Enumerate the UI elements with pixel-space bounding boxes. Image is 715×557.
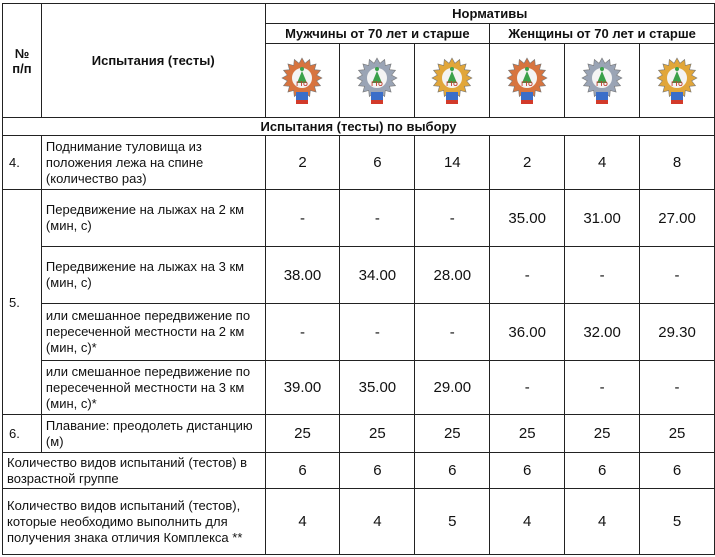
women-gold-badge-cell xyxy=(640,44,715,118)
value-cell: 4 xyxy=(490,489,565,555)
men-gold-badge-cell xyxy=(415,44,490,118)
value-cell: - xyxy=(565,361,640,415)
value-cell: 25 xyxy=(565,415,640,453)
value-cell: - xyxy=(490,361,565,415)
gto-bronze-badge-icon xyxy=(280,56,324,106)
svg-text:ГТО: ГТО xyxy=(446,81,459,88)
value-cell: 38.00 xyxy=(265,247,340,304)
value-cell: 4 xyxy=(340,489,415,555)
value-cell: - xyxy=(640,247,715,304)
value-cell: 32.00 xyxy=(565,304,640,361)
value-cell: 6 xyxy=(640,453,715,489)
gto-gold-badge-icon xyxy=(430,56,474,106)
gto-gold-badge-icon xyxy=(655,56,699,106)
header-men: Мужчины от 70 лет и старше xyxy=(265,24,490,44)
svg-text:ГТО: ГТО xyxy=(596,81,608,88)
value-cell: 6 xyxy=(340,453,415,489)
value-cell: 4 xyxy=(565,136,640,190)
men-bronze-badge-cell xyxy=(265,44,340,118)
value-cell: - xyxy=(565,247,640,304)
value-cell: 6 xyxy=(490,453,565,489)
header-tests: Испытания (тесты) xyxy=(41,4,265,118)
women-silver-badge-cell xyxy=(565,44,640,118)
header-num: № п/п xyxy=(3,4,42,118)
test-name: Передвижение на лыжах на 3 км (мин, с) xyxy=(41,247,265,304)
svg-text:ГТО: ГТО xyxy=(671,81,683,88)
value-cell: 6 xyxy=(565,453,640,489)
header-norms: Нормативы xyxy=(265,4,714,24)
value-cell: - xyxy=(490,247,565,304)
table-row xyxy=(3,190,715,247)
row-number: 4. xyxy=(3,136,42,190)
value-cell: 27.00 xyxy=(640,190,715,247)
value-cell: 35.00 xyxy=(340,361,415,415)
section-title: Испытания (тесты) по выбору xyxy=(3,118,715,136)
value-cell: 8 xyxy=(640,136,715,190)
test-name: Поднимание туловища из положения лежа на спине (количество раз) xyxy=(41,136,265,190)
gto-bronze-badge-icon xyxy=(505,56,549,106)
header-women: Женщины от 70 лет и старше xyxy=(490,24,715,44)
value-cell: 25 xyxy=(265,415,340,453)
value-cell: - xyxy=(265,190,340,247)
svg-text:ГТО: ГТО xyxy=(296,81,309,88)
test-name: Передвижение на лыжах на 2 км (мин, с) xyxy=(41,190,265,247)
value-cell: 28.00 xyxy=(415,247,490,304)
value-cell: 34.00 xyxy=(340,247,415,304)
svg-text:ГТО: ГТО xyxy=(371,81,384,88)
value-cell: 14 xyxy=(415,136,490,190)
table-row xyxy=(3,304,715,361)
value-cell: - xyxy=(340,304,415,361)
value-cell: - xyxy=(415,304,490,361)
value-cell: - xyxy=(415,190,490,247)
value-cell: 39.00 xyxy=(265,361,340,415)
value-cell: - xyxy=(640,361,715,415)
value-cell: 35.00 xyxy=(490,190,565,247)
value-cell: 6 xyxy=(265,453,340,489)
value-cell: 6 xyxy=(415,453,490,489)
summary-row xyxy=(3,489,715,555)
value-cell: 25 xyxy=(490,415,565,453)
norms-table xyxy=(2,3,715,555)
test-name: или смешанное передвижение по пересеченной местности на 2 км (мин, с)* xyxy=(41,304,265,361)
value-cell: 5 xyxy=(415,489,490,555)
value-cell: 6 xyxy=(340,136,415,190)
value-cell: 36.00 xyxy=(490,304,565,361)
value-cell: 29.00 xyxy=(415,361,490,415)
gto-silver-badge-icon xyxy=(580,56,624,106)
row-number: 6. xyxy=(3,415,42,453)
row-number: 5. xyxy=(3,190,42,415)
table-row xyxy=(3,136,715,190)
value-cell: 4 xyxy=(565,489,640,555)
women-bronze-badge-cell xyxy=(490,44,565,118)
table-row xyxy=(3,361,715,415)
value-cell: 25 xyxy=(415,415,490,453)
summary-label: Количество видов испытаний (тестов) в возрастной группе xyxy=(3,453,266,489)
value-cell: 29.30 xyxy=(640,304,715,361)
gto-silver-badge-icon xyxy=(355,56,399,106)
value-cell: 25 xyxy=(640,415,715,453)
table-row xyxy=(3,247,715,304)
value-cell: 4 xyxy=(265,489,340,555)
value-cell: 31.00 xyxy=(565,190,640,247)
summary-row xyxy=(3,453,715,489)
table-row xyxy=(3,415,715,453)
test-name: или смешанное передвижение по пересеченной местности на 3 км (мин, с)* xyxy=(41,361,265,415)
test-name: Плавание: преодолеть дистанцию (м) xyxy=(41,415,265,453)
value-cell: 2 xyxy=(265,136,340,190)
value-cell: 5 xyxy=(640,489,715,555)
value-cell: - xyxy=(340,190,415,247)
summary-label: Количество видов испытаний (тестов), которые необходимо выполнить для получения знака отличия Комплекса ** xyxy=(3,489,266,555)
men-silver-badge-cell xyxy=(340,44,415,118)
value-cell: - xyxy=(265,304,340,361)
svg-text:ГТО: ГТО xyxy=(521,81,533,88)
value-cell: 2 xyxy=(490,136,565,190)
value-cell: 25 xyxy=(340,415,415,453)
